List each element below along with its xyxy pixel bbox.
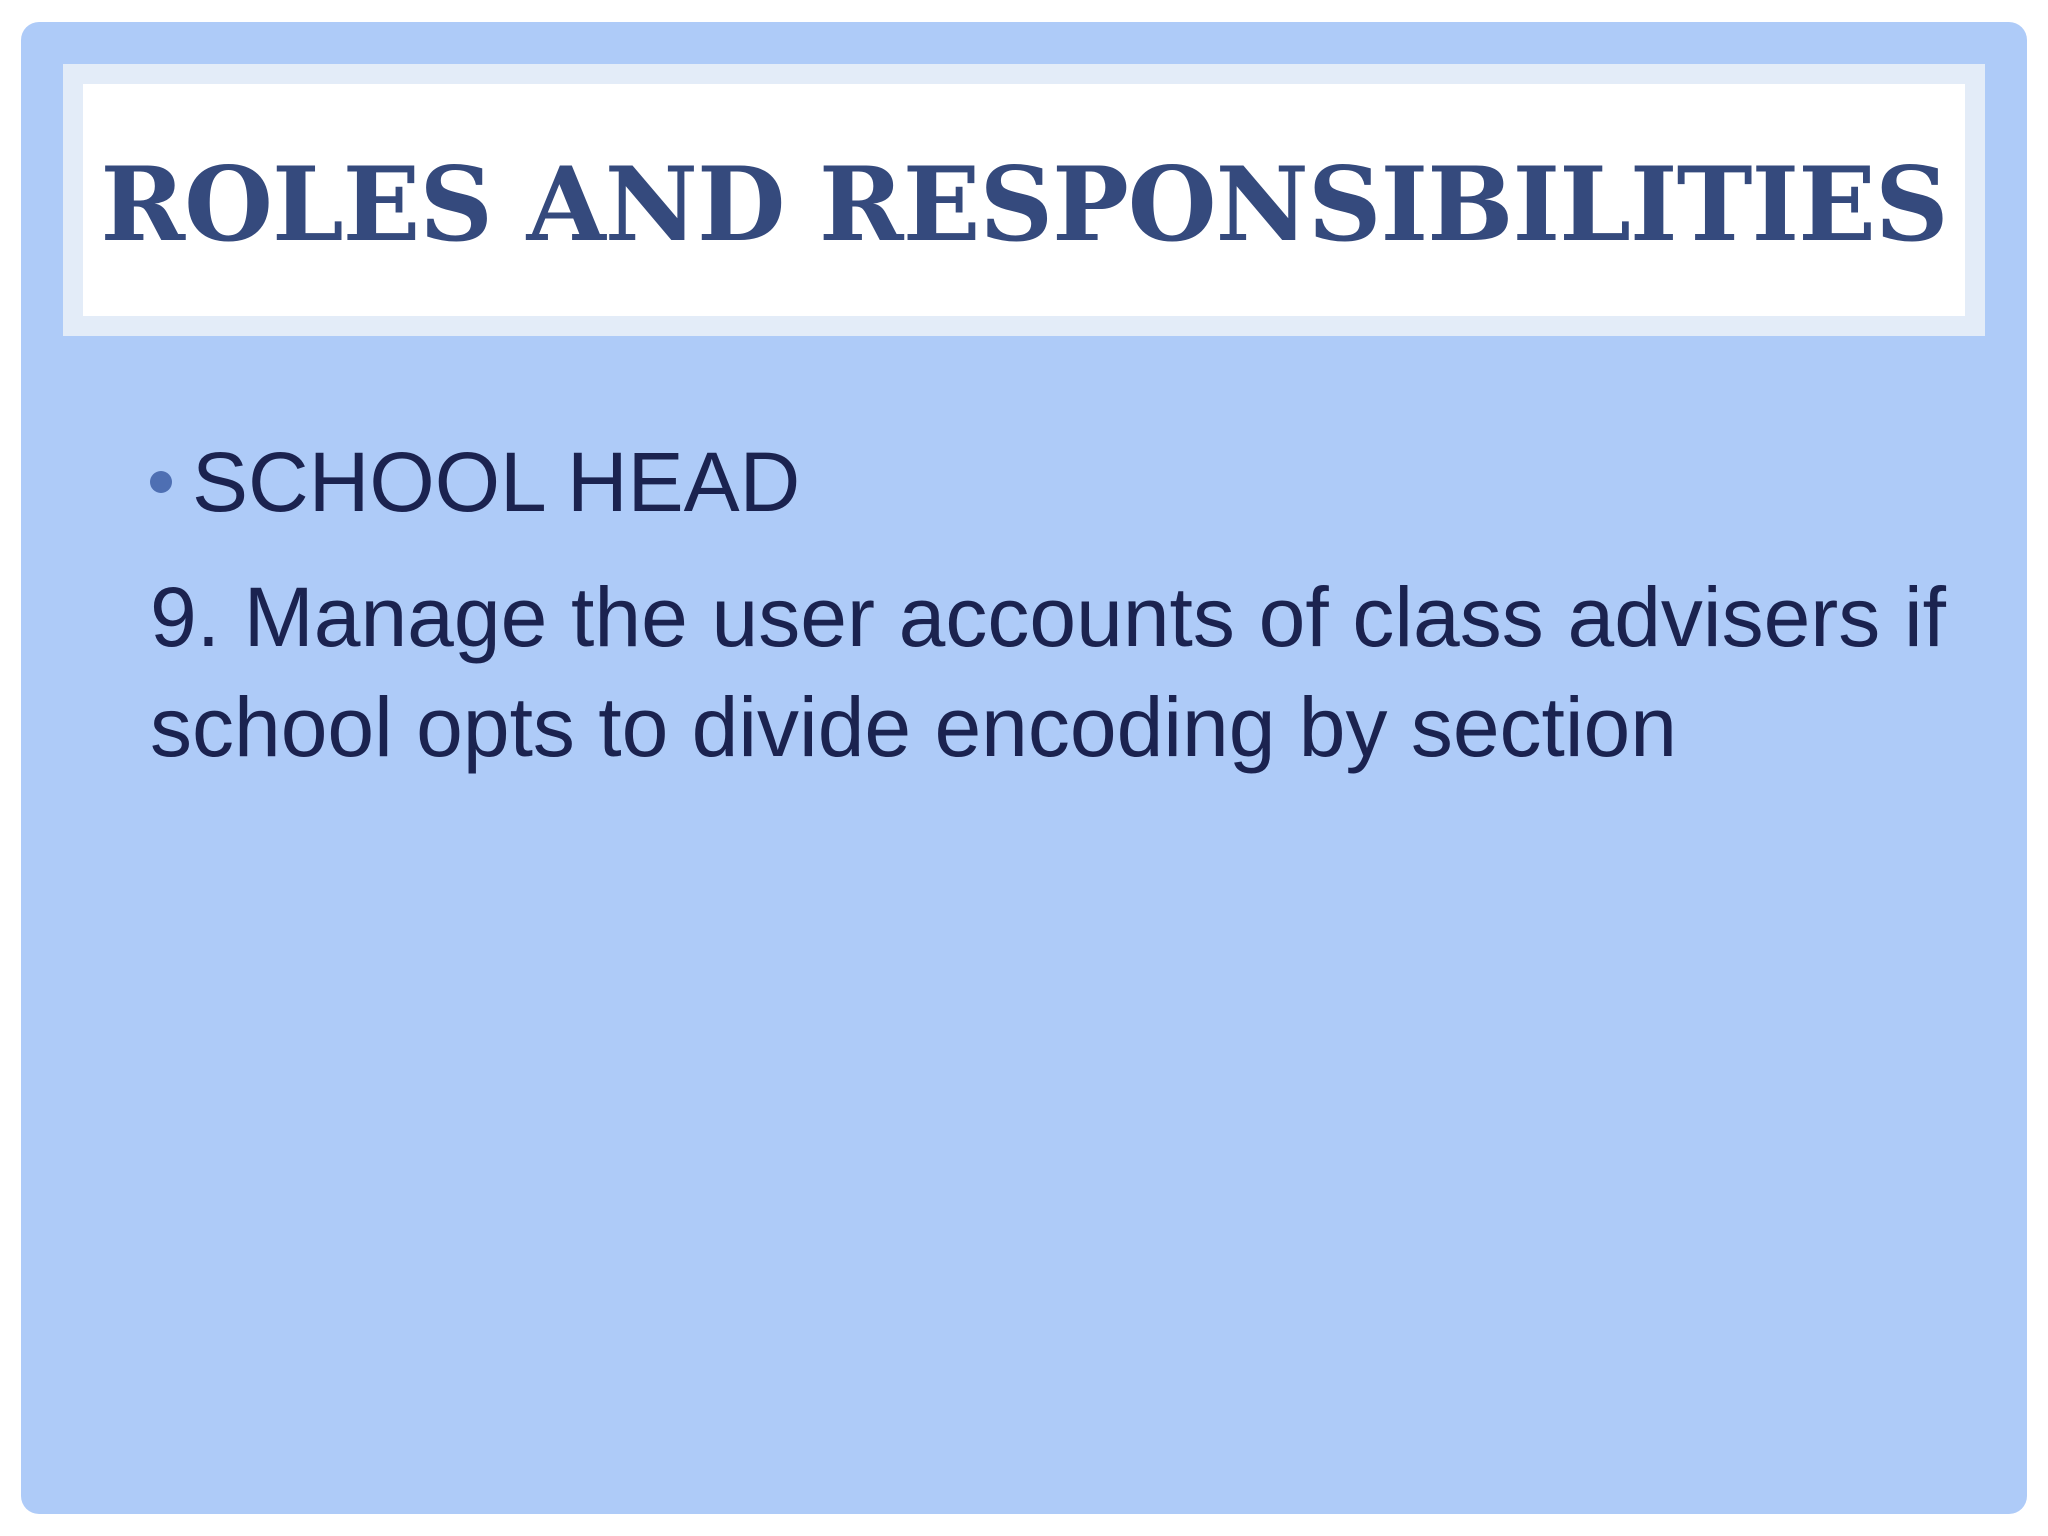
slide-title: ROLES AND RESPONSIBILITIES: [100, 145, 1948, 265]
title-box: [83, 84, 1965, 316]
title-frame: [63, 64, 1985, 336]
bullet-item: [150, 432, 800, 532]
bullet-dot-icon: [150, 471, 172, 493]
body-paragraph: 9. Manage the user accounts of class advisers if school opts to divide encoding by section: [150, 570, 1946, 774]
bullet-text: SCHOOL HEAD: [192, 434, 801, 529]
slide: [21, 22, 2027, 1514]
